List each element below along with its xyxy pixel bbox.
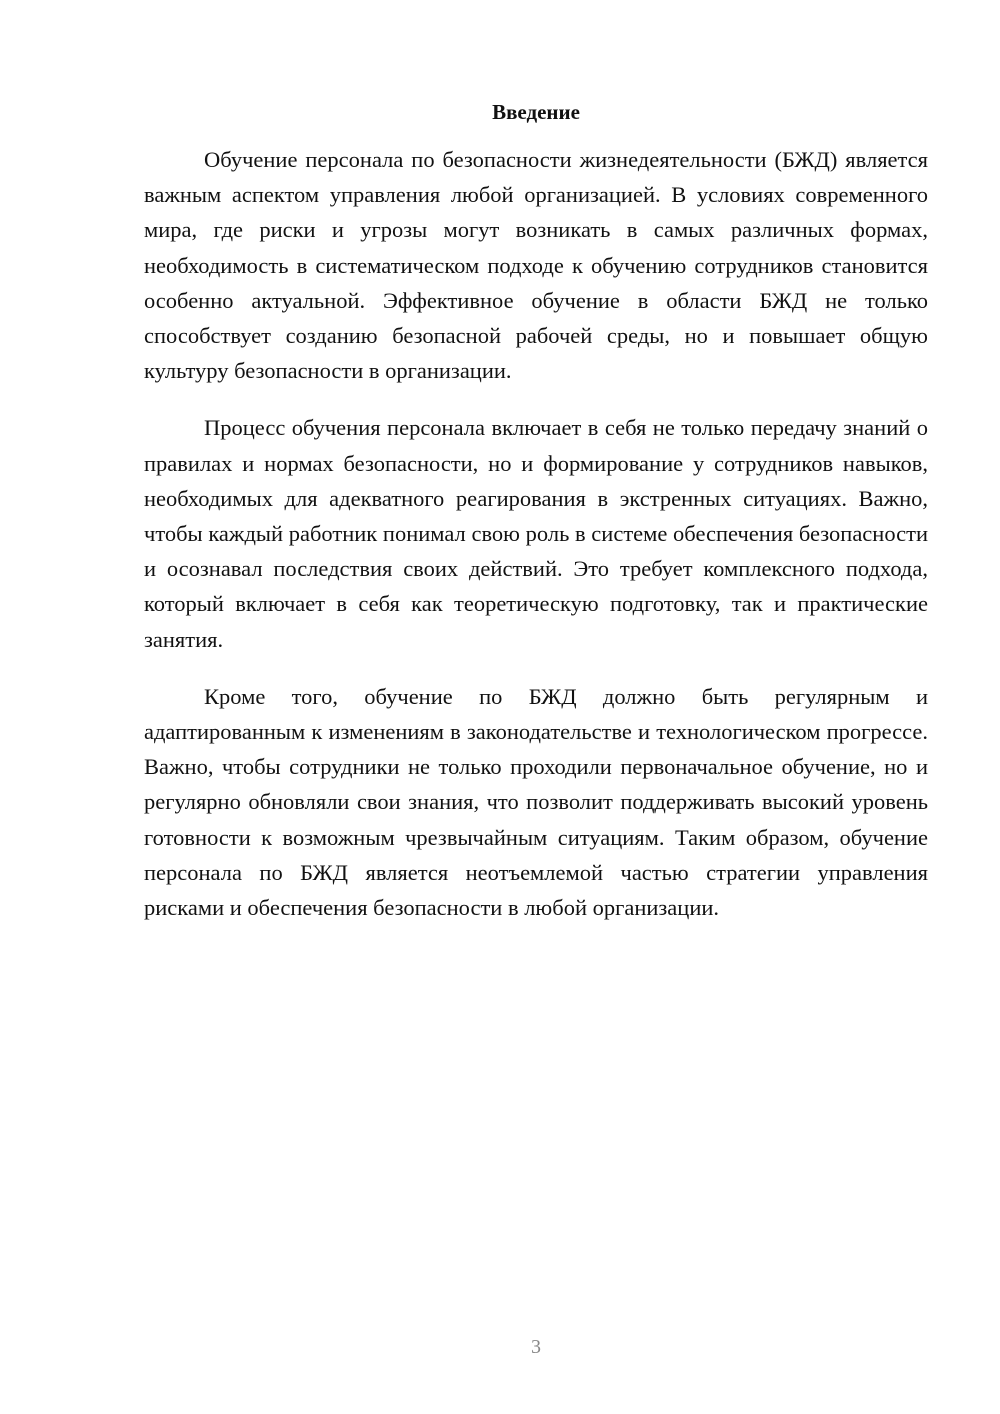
paragraph-3: Кроме того, обучение по БЖД должно быть регулярным и адаптированным к изменениям в законодательстве и технологическом прогрессе. Важно, чтобы сотрудники не только проходили первоначальное обучение, но и регулярно обновляли свои знания, что позволит поддерживать высокий уровень готовности к возможным чрезвычайным ситуациям. Таким образом, обучение персонала по БЖД является неотъемлемой частью стратегии управления рисками и обеспечения безопасности в любой организации. bbox=[144, 683, 928, 921]
page-title: Введение bbox=[492, 100, 580, 124]
body-text bbox=[144, 142, 928, 947]
page-number: 3 bbox=[531, 1336, 541, 1358]
paragraph-2: Процесс обучения персонала включает в себя не только передачу знаний о правилах и нормах безопасности, но и формирование у сотрудников навыков, необходимых для адекватного реагирования в экстренных ситуациях. Важно, чтобы каждый работник понимал свою роль в системе обеспечения безопасности и осознавал последствия своих действий. Это требует комплексного подхода, который включает в себя как теоретическую подготовку, так и практические занятия. bbox=[144, 415, 928, 652]
paragraph-1: Обучение персонала по безопасности жизнедеятельности (БЖД) является важным аспектом управления любой организацией. В условиях современного мира, где риски и угрозы могут возникать в самых различных формах, необходимость в систематическом подходе к обучению сотрудников становится особенно актуальной. Эффективное обучение в области БЖД не только способствует созданию безопасной рабочей среды, но и повышает общую культуру безопасности в организации. bbox=[144, 147, 928, 384]
